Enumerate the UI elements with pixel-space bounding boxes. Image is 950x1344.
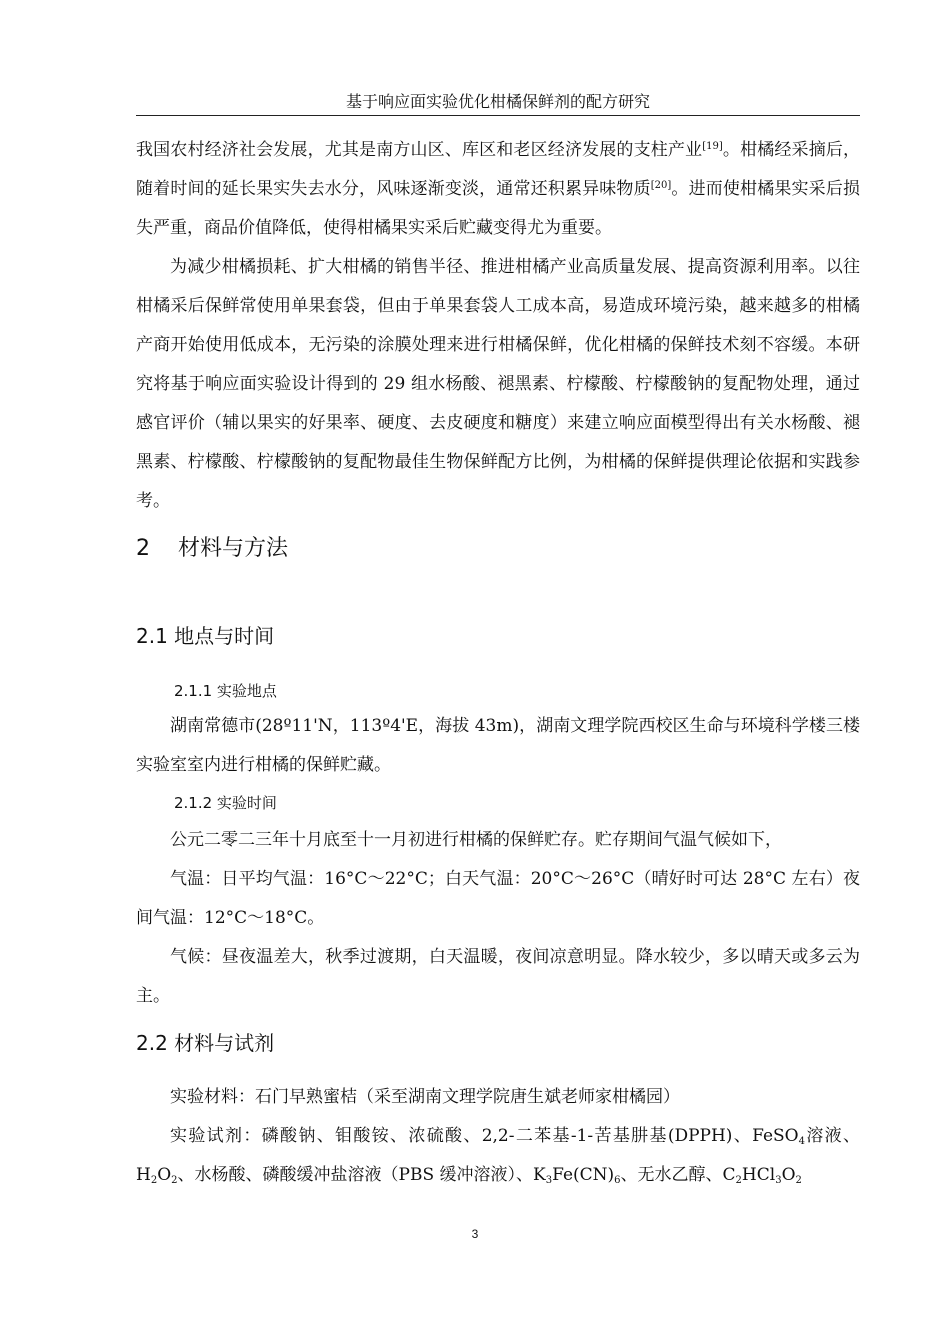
section-2-1-2-heading: 2.1.2 实验时间 (174, 794, 277, 812)
section-2-1-heading: 2.1 地点与时间 (136, 624, 275, 648)
reagents-text-g: HCl (741, 1165, 776, 1185)
section-2-1-2-text (136, 821, 860, 1016)
section-2-1-1-text (136, 707, 860, 785)
reagents-text-c: O (157, 1165, 172, 1185)
section-2-heading (136, 532, 288, 566)
section-2-title: 材料与方法 (178, 536, 289, 561)
time-paragraph-1: 公元二零二三年十月底至十一月初进行柑橘的保鲜贮存。贮存期间气温气候如下， (170, 830, 782, 850)
intro-paragraph-2: 为减少柑橘损耗、扩大柑橘的销售半径、推进柑橘产业高质量发展、提高资源利用率。以往柑橘采后保鲜常使用单果套袋，但由于单果套袋人工成本高，易造成环境污染，越来越多的柑橘产商开始使用低成本，无污染的涂膜处理来进行柑橘保鲜，优化柑橘的保鲜技术刻不容缓。本研究将基于响应面实验设计得到的 29 组水杨酸、褪黑素、柠檬酸、柠檬酸钠的复配物处理，通过感官评价（辅以果实的好果率、硬度、去皮硬度和糖度）来建立响应面模型得出有关水杨酸、褪黑素、柠檬酸、柠檬酸钠的复配物最佳生物保鲜配方比例，为柑橘的保鲜提供理论依据和实践参考。 (136, 257, 860, 511)
citation-19: [19] (702, 141, 723, 152)
page-number: 3 (471, 1227, 479, 1241)
intro-p1-part-a: 我国农村经济社会发展，尤其是南方山区、库区和老区经济发展的支柱产业 (136, 140, 703, 160)
section-2-1-1-heading: 2.1.1 实验地点 (174, 682, 277, 700)
section-2-number: 2 (136, 536, 150, 561)
reagents-text-b: 溶液、H (136, 1126, 860, 1185)
subscript: 2 (150, 1175, 158, 1186)
time-paragraph-temperature: 气温：日平均气温：16°C～22°C；白天气温：20°C～26°C（晴好时可达 28°C 左右）夜间气温：12°C～18°C。 (136, 869, 860, 928)
subscript: 3 (545, 1175, 553, 1186)
intro-text (136, 131, 860, 521)
reagents-text-d: 、水杨酸、磷酸缓冲盐溶液（PBS 缓冲溶液）、K (177, 1165, 546, 1185)
reagents-text-e: Fe(CN) (552, 1165, 615, 1185)
time-paragraph-climate: 气候：昼夜温差大，秋季过渡期，白天温暖，夜间凉意明显。降水较少，多以晴天或多云为主。 (136, 947, 860, 1006)
reagents-text-a: 实验试剂：磷酸钠、钼酸铵、浓硫酸、2,2-二苯基-1-苦基肼基(DPPH)、FeSO (170, 1126, 799, 1146)
intro-p1-part-c: 。进而使柑橘果实采后损失严重，商品价值降低，使得柑橘果实采后贮藏变得尤为重要。 (136, 179, 861, 238)
reagents-paragraph (136, 1117, 860, 1195)
subscript: 6 (614, 1175, 621, 1186)
reagents-text-h: O (781, 1165, 796, 1185)
section-2-2-text (136, 1078, 860, 1195)
subscript: 2 (795, 1175, 802, 1186)
reagents-text-f: 、无水乙醇、C (620, 1165, 736, 1185)
subscript: 2 (171, 1175, 178, 1186)
subscript: 3 (775, 1175, 782, 1186)
intro-paragraph-1 (136, 131, 860, 248)
location-paragraph: 湖南常德市(28º11'N，113º4'E，海拔 43m)，湖南文理学院西校区生命与环境科学楼三楼实验室室内进行柑橘的保鲜贮藏。 (136, 716, 860, 775)
intro-p1-part-b: 。柑橘经采摘后，随着时间的延长果实失去水分，风味逐渐变淡，通常还积累异味物质 (136, 140, 861, 199)
materials-paragraph: 实验材料：石门早熟蜜桔（采至湖南文理学院唐生斌老师家柑橘园） (170, 1087, 680, 1107)
running-header: 基于响应面实验优化柑橘保鲜剂的配方研究 (345, 92, 650, 111)
subscript: 2 (735, 1175, 742, 1186)
header-rule (136, 115, 860, 116)
citation-20: [20] (650, 180, 672, 191)
section-2-2-heading: 2.2 材料与试剂 (136, 1031, 275, 1055)
subscript: 4 (798, 1136, 805, 1147)
